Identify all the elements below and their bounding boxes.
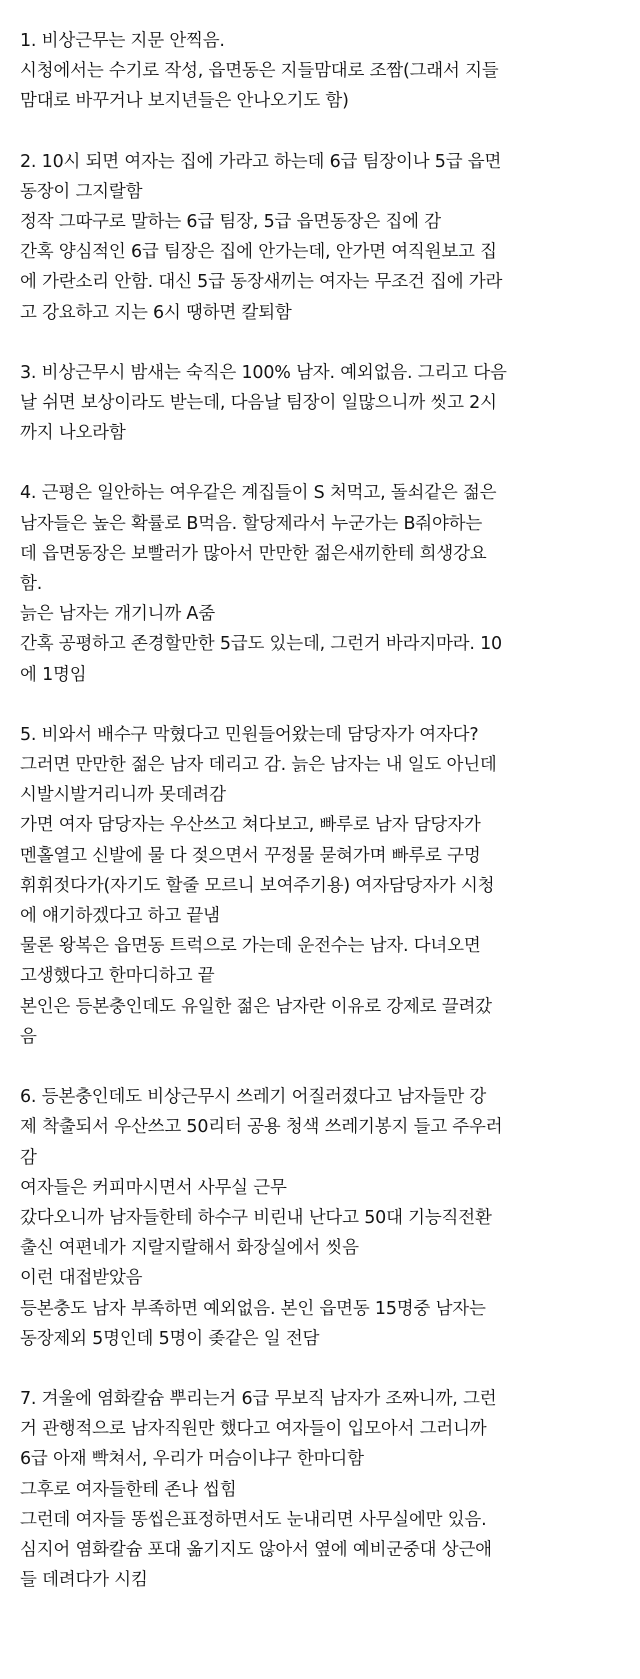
section-4 xyxy=(20,478,620,689)
text-line: 6급 아재 빡쳐서, 우리가 머슴이냐구 한마디함 xyxy=(20,1449,364,1470)
text-line: 출신 여편네가 지랄지랄해서 화장실에서 씻음 xyxy=(20,1238,359,1259)
text-line: 가면 여자 담당자는 우산쓰고 쳐다보고, 빠루로 남자 담당자가 xyxy=(20,815,481,836)
text-line: 시청에서는 수기로 작성, 읍면동은 지들맘대로 조짬(그래서 지들 xyxy=(20,61,499,82)
text-line: 고생했다고 한마디하고 끝 xyxy=(20,966,215,987)
text-line: 여자들은 커피마시면서 사무실 근무 xyxy=(20,1177,287,1198)
text-line: 제 착출되서 우산쓰고 50리터 공용 청색 쓰레기봉지 들고 주우러 xyxy=(20,1117,503,1138)
section-5 xyxy=(20,720,620,1052)
text-line: 심지어 염화칼슘 포대 옮기지도 않아서 옆에 예비군중대 상근애 xyxy=(20,1539,492,1560)
text-line: 에 1명임 xyxy=(20,664,87,685)
text-line: 멘홀열고 신발에 물 다 젖으면서 꾸정물 묻혀가며 빠루로 구멍 xyxy=(20,845,481,866)
text-line: 이런 대접받았음 xyxy=(20,1268,143,1289)
text-line: 간혹 양심적인 6급 팀장은 집에 안가는데, 안가면 여직원보고 집 xyxy=(20,242,497,263)
text-line: 그후로 여자들한테 존나 씹힘 xyxy=(20,1479,237,1500)
text-line: 3. 비상근무시 밤새는 숙직은 100% 남자. 예외없음. 그리고 다음 xyxy=(20,362,507,383)
text-line: 음 xyxy=(20,1026,37,1047)
text-line: 동장제외 5명인데 5명이 좆같은 일 전담 xyxy=(20,1328,320,1349)
text-line: 시발시발거리니까 못데려감 xyxy=(20,785,226,806)
text-line: 데 읍면동장은 보빨러가 많아서 만만한 젊은새끼한테 희생강요 xyxy=(20,543,487,564)
text-line: 6. 등본충인데도 비상근무시 쓰레기 어질러졌다고 남자들만 강 xyxy=(20,1087,487,1108)
text-line: 남자들은 높은 확률로 B먹음. 할당제라서 누군가는 B줘야하는 xyxy=(20,513,483,534)
text-line: 에 얘기하겠다고 하고 끝냄 xyxy=(20,906,220,927)
text-line: 거 관행적으로 남자직원만 했다고 여자들이 입모아서 그러니까 xyxy=(20,1419,487,1440)
text-line: 감 xyxy=(20,1147,37,1168)
text-line: 5. 비와서 배수구 막혔다고 민원들어왔는데 담당자가 여자다? xyxy=(20,724,479,745)
text-line: 등본충도 남자 부족하면 예외없음. 본인 읍면동 15명중 남자는 xyxy=(20,1298,486,1319)
section-7 xyxy=(20,1384,620,1595)
text-line: 본인은 등본충인데도 유일한 젊은 남자란 이유로 강제로 끌려갔 xyxy=(20,996,492,1017)
text-line: 정작 그따구로 말하는 6급 팀장, 5급 읍면동장은 집에 감 xyxy=(20,212,441,233)
text-line: 날 쉬면 보상이라도 받는데, 다음날 팀장이 일많으니까 씻고 2시 xyxy=(20,393,497,414)
section-2 xyxy=(20,147,620,328)
text-line: 들 데려다가 시킴 xyxy=(20,1570,148,1591)
text-line: 고 강요하고 지는 6시 땡하면 칼퇴함 xyxy=(20,302,292,323)
text-line: 그러면 만만한 젊은 남자 데리고 감. 늙은 남자는 내 일도 아닌데 xyxy=(20,755,497,776)
text-line: 갔다오니까 남자들한테 하수구 비린내 난다고 50대 기능직전환 xyxy=(20,1207,492,1228)
text-line: 4. 근평은 일안하는 여우같은 계집들이 S 처먹고, 돌쇠같은 젊은 xyxy=(20,483,497,504)
section-6 xyxy=(20,1082,620,1354)
text-line: 동장이 그지랄함 xyxy=(20,181,143,202)
text-line: 물론 왕복은 읍면동 트럭으로 가는데 운전수는 남자. 다녀오면 xyxy=(20,936,481,957)
section-3 xyxy=(20,358,620,449)
section-1 xyxy=(20,26,620,117)
text-line: 휘휘젓다가(자기도 할줄 모르니 보여주기용) 여자담당자가 시청 xyxy=(20,875,495,896)
text-line: 까지 나오라함 xyxy=(20,423,126,444)
text-line: 늙은 남자는 개기니까 A줌 xyxy=(20,604,215,625)
text-line: 간혹 공평하고 존경할만한 5급도 있는데, 그런거 바라지마라. 10 xyxy=(20,634,502,655)
text-line: 2. 10시 되면 여자는 집에 가라고 하는데 6급 팀장이나 5급 읍면 xyxy=(20,151,502,172)
text-line: 1. 비상근무는 지문 안찍음. xyxy=(20,31,225,51)
text-line: 맘대로 바꾸거나 보지년들은 안나오기도 함) xyxy=(20,91,349,112)
text-line: 에 가란소리 안함. 대신 5급 동장새끼는 여자는 무조건 집에 가라 xyxy=(20,272,503,293)
text-line: 7. 겨울에 염화칼슘 뿌리는거 6급 무보직 남자가 조짜니까, 그런 xyxy=(20,1388,497,1409)
text-line: 그런데 여자들 똥씹은표정하면서도 눈내리면 사무실에만 있음. xyxy=(20,1509,487,1530)
text-line: 함. xyxy=(20,574,43,595)
